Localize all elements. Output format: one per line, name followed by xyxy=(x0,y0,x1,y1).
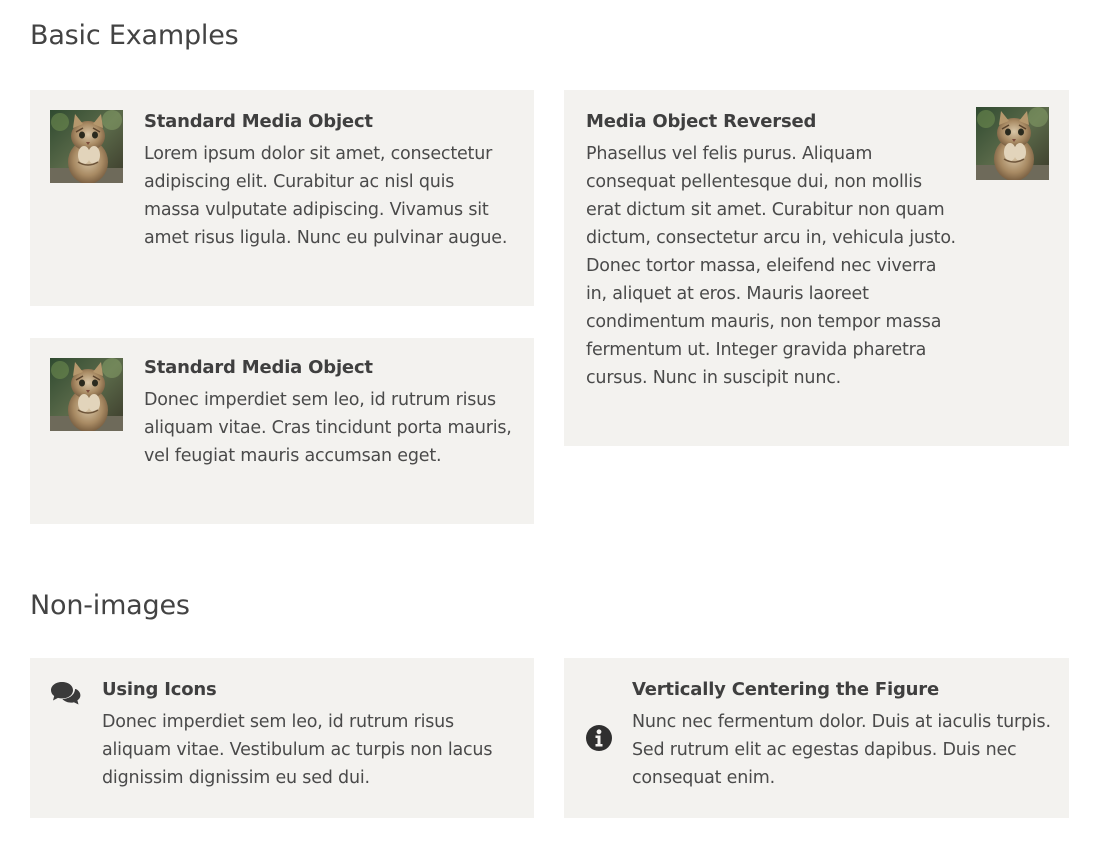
section-title-basic-examples: Basic Examples xyxy=(30,20,239,51)
kitten-thumbnail xyxy=(50,358,123,431)
card-text: Donec imperdiet sem leo, id rutrum risus aliquam vitae. Cras tincidunt porta mauris, vel feugiat mauris accumsan eget. xyxy=(144,390,512,466)
media-card-vertically-centered xyxy=(564,658,1069,818)
card-title: Standard Media Object xyxy=(144,111,373,132)
media-body xyxy=(144,110,514,252)
kitten-thumbnail xyxy=(976,107,1049,180)
media-card-reversed xyxy=(564,90,1069,446)
media-body xyxy=(144,356,516,470)
media-body xyxy=(586,110,956,392)
card-text: Nunc nec fermentum dolor. Duis at iaculis turpis. Sed rutrum elit ac egestas dapibus. Duis nec consequat enim. xyxy=(632,712,1051,788)
media-body xyxy=(102,678,512,792)
card-title: Vertically Centering the Figure xyxy=(632,679,939,700)
media-card-using-icons xyxy=(30,658,534,818)
card-title: Media Object Reversed xyxy=(586,111,817,132)
media-body xyxy=(632,678,1052,792)
card-text: Phasellus vel felis purus. Aliquam consequat pellentesque dui, non mollis erat dictum sit amet. Curabitur non quam dictum, consectetur arcu in, vehicula justo. Donec tortor massa, eleifend nec viverra in, aliquet at eros. Mauris laoreet condimentum mauris, non tempor massa fermentum ut. Integer gravida pharetra cursus. Nunc in suscipit nunc. xyxy=(586,144,956,388)
card-title: Using Icons xyxy=(102,679,217,700)
info-circle-icon xyxy=(585,724,613,752)
comments-icon xyxy=(50,680,82,706)
card-title: Standard Media Object xyxy=(144,357,373,378)
card-text: Donec imperdiet sem leo, id rutrum risus aliquam vitae. Vestibulum ac turpis non lacus dignissim dignissim eu sed dui. xyxy=(102,712,493,788)
section-title-non-images: Non-images xyxy=(30,590,190,621)
card-text: Lorem ipsum dolor sit amet, consectetur adipiscing elit. Curabitur ac nisl quis massa vulputate adipiscing. Vivamus sit amet risus ligula. Nunc eu pulvinar augue. xyxy=(144,144,508,248)
media-card-standard-1 xyxy=(30,90,534,306)
media-card-standard-2 xyxy=(30,338,534,524)
kitten-thumbnail xyxy=(50,110,123,183)
